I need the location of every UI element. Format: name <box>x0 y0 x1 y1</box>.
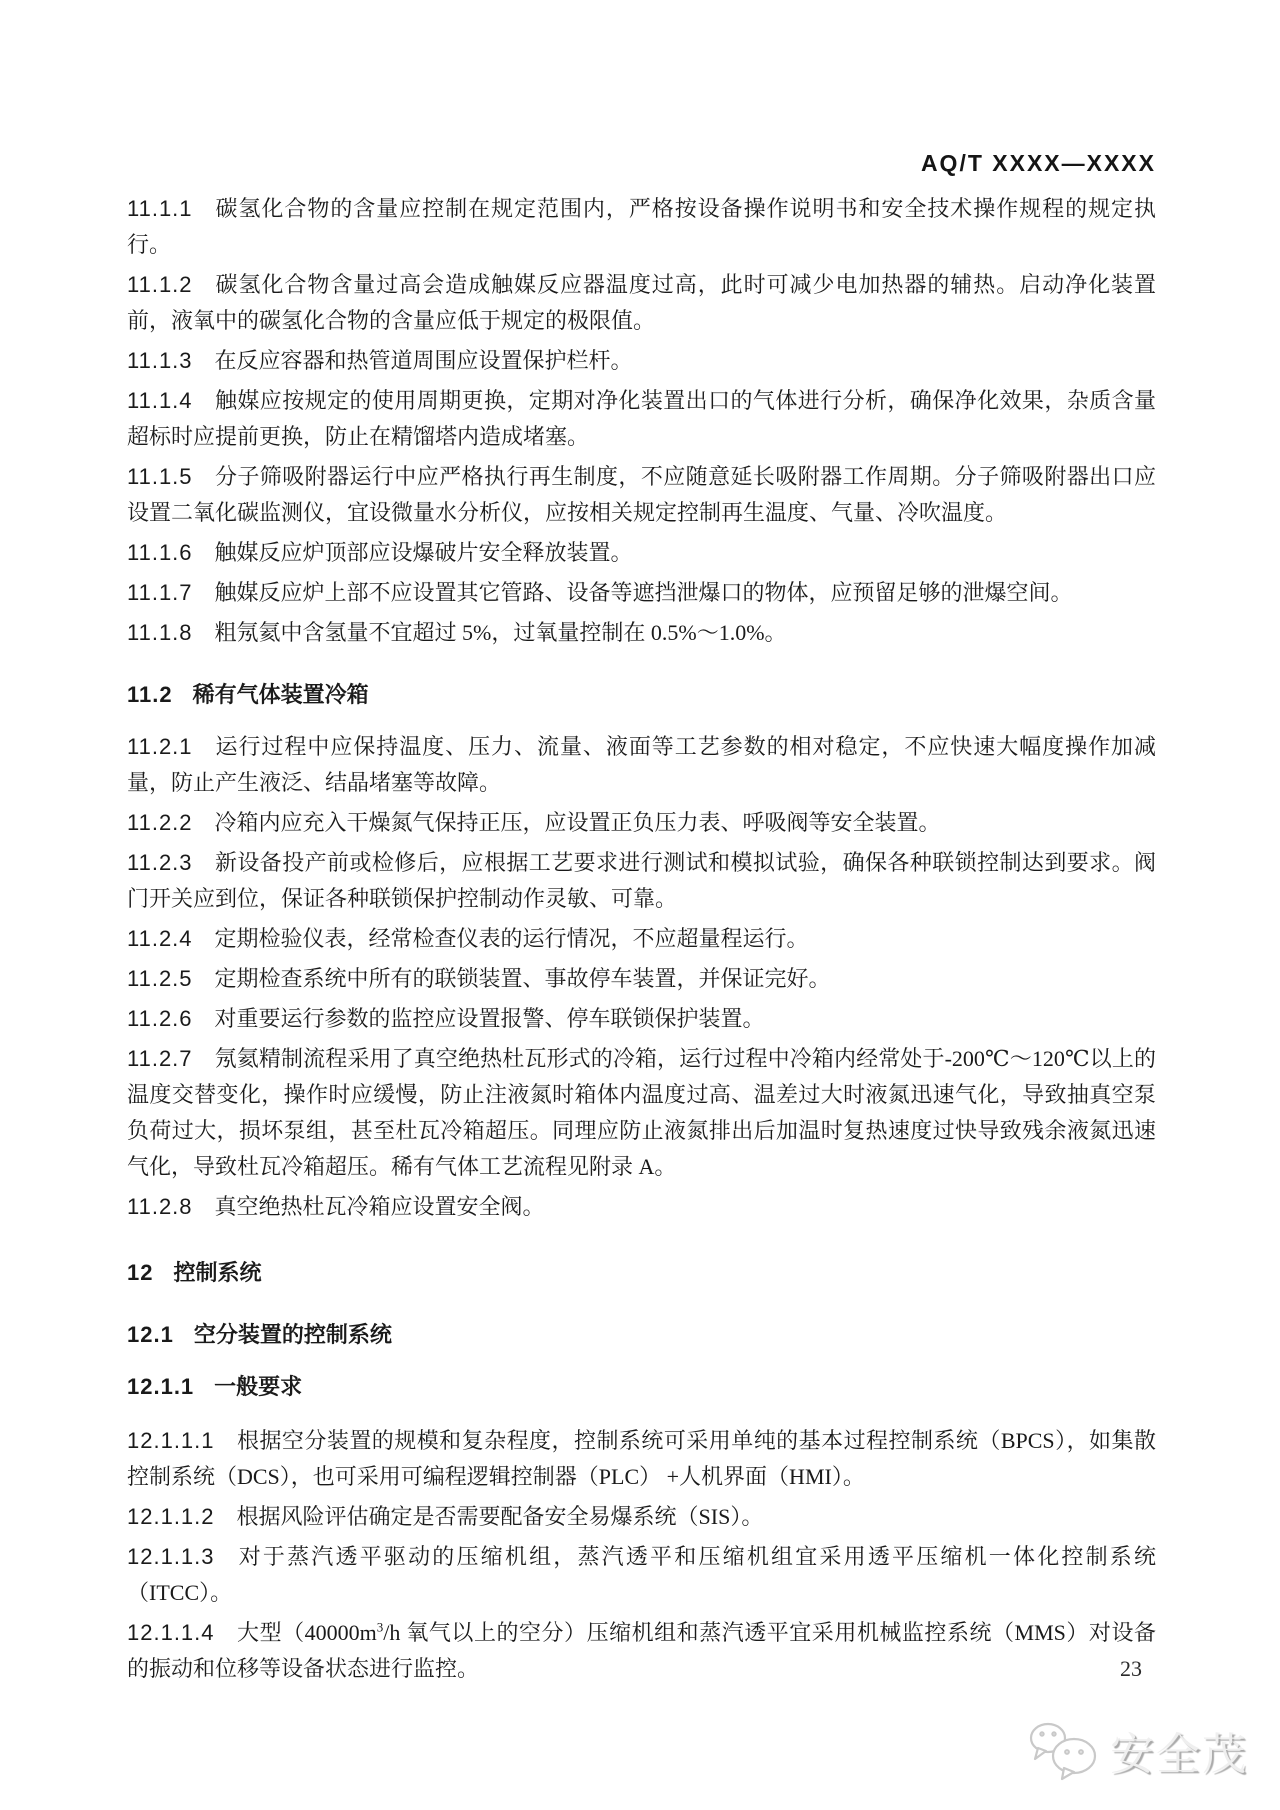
clause-text: 根据空分装置的规模和复杂程度，控制系统可采用单纯的基本过程控制系统（BPCS），如集散控制系统（DCS），也可采用可编程逻辑控制器（PLC） +人机界面（HMI）。 <box>127 1428 1156 1489</box>
clause-text: 真空绝热杜瓦冷箱应设置安全阀。 <box>214 1194 545 1219</box>
clause-paragraph <box>127 1615 1156 1687</box>
clause-text: 定期检验仪表，经常检查仪表的运行情况，不应超量程运行。 <box>214 926 809 951</box>
clause-number: 11.1.2 <box>127 272 193 297</box>
clause-text: 控制系统 <box>173 1260 262 1285</box>
clause-number: 11.2.2 <box>127 810 193 835</box>
clause-number: 12.1.1 <box>127 1374 195 1399</box>
clause-text: 氖氦精制流程采用了真空绝热杜瓦形式的冷箱，运行过程中冷箱内经常处于-200℃～120℃以上的温度交替变化，操作时应缓慢，防止注液氮时箱体内温度过高、温差过大时液氮迅速气化，导致抽真空泵负荷过大，损坏泵组，甚至杜瓦冷箱超压。同理应防止液氮排出后加温时复热速度过快导致残余液氮迅速气化，导致杜瓦冷箱超压。稀有气体工艺流程见附录 A。 <box>127 1046 1156 1179</box>
clause-paragraph <box>127 535 1156 571</box>
document-body <box>0 191 1280 1687</box>
clause-paragraph <box>127 1423 1156 1495</box>
clause-paragraph <box>127 383 1156 455</box>
clause-number: 11.2.3 <box>127 850 193 875</box>
clause-paragraph <box>127 845 1156 917</box>
clause-text: 碳氢化合物含量过高会造成触媒反应器温度过高，此时可减少电加热器的辅热。启动净化装置前，液氧中的碳氢化合物的含量应低于规定的极限值。 <box>127 272 1156 333</box>
clause-number: 11.1.6 <box>127 540 193 565</box>
clause-paragraph <box>127 459 1156 531</box>
clause-paragraph <box>127 191 1156 263</box>
clause-number: 12.1.1.4 <box>127 1620 215 1645</box>
section-heading <box>127 1317 1156 1353</box>
clause-number: 11.1.1 <box>127 196 193 221</box>
clause-number: 11.2.6 <box>127 1006 193 1031</box>
clause-text: 根据风险评估确定是否需要配备安全易爆系统（SIS）。 <box>236 1504 764 1529</box>
section-heading <box>127 677 1156 713</box>
clause-paragraph <box>127 805 1156 841</box>
clause-text: 运行过程中应保持温度、压力、流量、液面等工艺参数的相对稳定，不应快速大幅度操作加减量，防止产生液泛、结晶堵塞等故障。 <box>127 734 1156 795</box>
wechat-icon <box>1024 1718 1102 1782</box>
clause-text: 碳氢化合物的含量应控制在规定范围内，严格按设备操作说明书和安全技术操作规程的规定执行。 <box>127 196 1156 257</box>
clause-number: 11.2.4 <box>127 926 193 951</box>
watermark-label: 安全茂 <box>1110 1730 1248 1779</box>
clause-paragraph <box>127 343 1156 379</box>
chapter-heading <box>127 1255 1156 1291</box>
clause-text: 新设备投产前或检修后，应根据工艺要求进行测试和模拟试验，确保各种联锁控制达到要求。阀门开关应到位，保证各种联锁保护控制动作灵敏、可靠。 <box>127 850 1156 911</box>
clause-paragraph <box>127 1189 1156 1225</box>
clause-text: 在反应容器和热管道周围应设置保护栏杆。 <box>214 348 633 373</box>
clause-text: 触媒反应炉上部不应设置其它管路、设备等遮挡泄爆口的物体，应预留足够的泄爆空间。 <box>214 580 1073 605</box>
clause-text: 对重要运行参数的监控应设置报警、停车联锁保护装置。 <box>214 1006 765 1031</box>
superscript: 3 <box>376 1619 384 1635</box>
doc-code: AQ/T XXXX—XXXX <box>920 150 1156 176</box>
clause-text: 大型（$40000m^3/h$ 氧气以上的空分）压缩机组和蒸汽透平宜采用机械监控系统（MMS）对设备的振动和位移等设备状态进行监控。 <box>127 1619 1156 1681</box>
clause-number: 11.1.7 <box>127 580 193 605</box>
clause-text: 一般要求 <box>214 1374 303 1399</box>
subsection-heading <box>127 1369 1156 1405</box>
clause-number: 11.1.3 <box>127 348 193 373</box>
clause-paragraph <box>127 575 1156 611</box>
clause-number: 12.1 <box>127 1322 174 1347</box>
clause-paragraph <box>127 729 1156 801</box>
clause-number: 11.2 <box>127 682 173 707</box>
clause-paragraph <box>127 1001 1156 1037</box>
page-number: 23 <box>1120 1656 1142 1681</box>
clause-number: 12 <box>127 1260 154 1285</box>
clause-text: 粗氖氦中含氢量不宜超过 5%，过氧量控制在 0.5%～1.0%。 <box>214 620 787 645</box>
clause-number: 11.2.7 <box>127 1046 193 1071</box>
clause-text: 对于蒸汽透平驱动的压缩机组，蒸汽透平和压缩机组宜采用透平压缩机一体化控制系统（ITCC）。 <box>127 1544 1156 1605</box>
clause-paragraph <box>127 267 1156 339</box>
clause-text: 定期检查系统中所有的联锁装置、事故停车装置，并保证完好。 <box>214 966 831 991</box>
watermark <box>1024 1718 1248 1782</box>
clause-text: 分子筛吸附器运行中应严格执行再生制度，不应随意延长吸附器工作周期。分子筛吸附器出口应设置二氧化碳监测仪，宜设微量水分析仪，应按相关规定控制再生温度、气量、冷吹温度。 <box>127 464 1156 525</box>
clause-number: 11.2.1 <box>127 734 193 759</box>
clause-text: 空分装置的控制系统 <box>193 1322 392 1347</box>
clause-paragraph <box>127 961 1156 997</box>
page-header <box>0 0 1280 191</box>
clause-paragraph <box>127 1539 1156 1611</box>
clause-text: 触媒应按规定的使用周期更换，定期对净化装置出口的气体进行分析，确保净化效果，杂质含量超标时应提前更换，防止在精馏塔内造成堵塞。 <box>127 388 1156 449</box>
clause-number: 11.2.5 <box>127 966 193 991</box>
clause-text: 触媒反应炉顶部应设爆破片安全释放装置。 <box>214 540 633 565</box>
clause-number: 12.1.1.2 <box>127 1504 215 1529</box>
clause-number: 11.1.8 <box>127 620 193 645</box>
clause-number: 11.1.4 <box>127 388 193 413</box>
clause-paragraph <box>127 615 1156 651</box>
clause-paragraph <box>127 1041 1156 1185</box>
clause-number: 11.2.8 <box>127 1194 193 1219</box>
clause-paragraph <box>127 1499 1156 1535</box>
clause-number: 12.1.1.3 <box>127 1544 215 1569</box>
clause-paragraph <box>127 921 1156 957</box>
clause-text: 冷箱内应充入干燥氮气保持正压，应设置正负压力表、呼吸阀等安全装置。 <box>214 810 941 835</box>
clause-number: 11.1.5 <box>127 464 193 489</box>
clause-number: 12.1.1.1 <box>127 1428 215 1453</box>
clause-text: 稀有气体装置冷箱 <box>192 682 369 707</box>
